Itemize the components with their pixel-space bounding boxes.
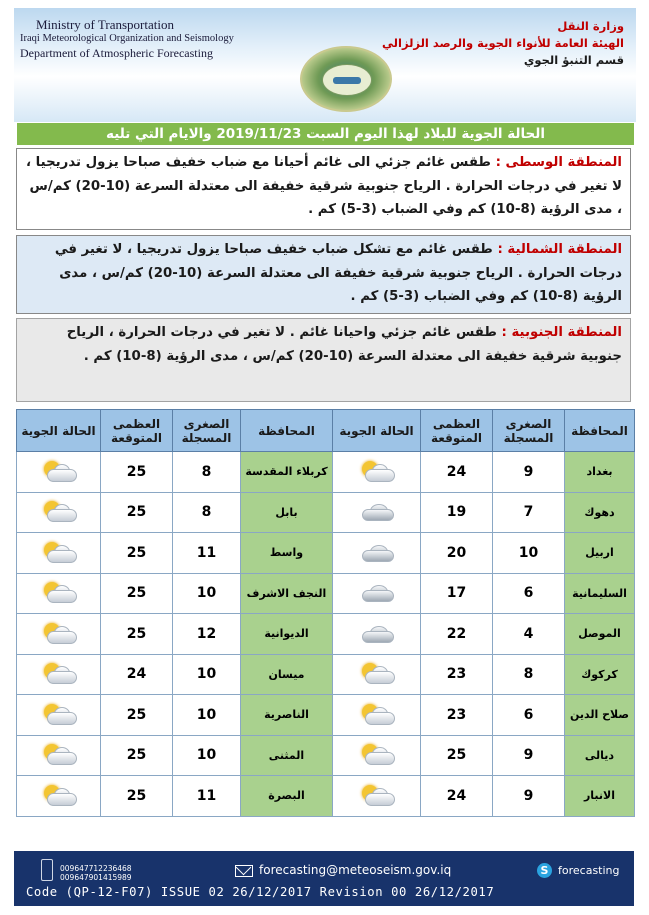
province-cell: اربيل <box>565 533 635 574</box>
max-temp-cell: 24 <box>421 452 493 493</box>
province-cell: دهوك <box>565 492 635 533</box>
min-temp-cell: 10 <box>173 573 241 614</box>
max-temp-cell: 24 <box>101 654 173 695</box>
header-org-ar: الهيئة العامة للأنواء الجوية والرصد الزلزالي <box>382 36 624 50</box>
max-temp-cell: 25 <box>101 695 173 736</box>
table-row <box>17 533 635 574</box>
min-temp-cell: 9 <box>493 776 565 817</box>
condition-cell <box>17 735 101 776</box>
min-temp-cell: 6 <box>493 573 565 614</box>
min-temp-cell: 9 <box>493 452 565 493</box>
condition-cell <box>333 573 421 614</box>
phone-number: 009647901415989 <box>60 873 132 882</box>
region-south <box>16 318 631 402</box>
min-temp-cell: 10 <box>493 533 565 574</box>
partly-cloudy-icon <box>41 541 77 565</box>
province-cell: المثنى <box>241 735 333 776</box>
partly-cloudy-icon <box>41 784 77 808</box>
max-temp-cell: 23 <box>421 695 493 736</box>
region-north <box>16 235 631 314</box>
min-temp-cell: 12 <box>173 614 241 655</box>
table-row <box>17 573 635 614</box>
phone-numbers <box>60 864 132 882</box>
header-english <box>20 18 234 60</box>
province-cell: واسط <box>241 533 333 574</box>
table-row <box>17 735 635 776</box>
condition-cell <box>17 492 101 533</box>
max-temp-cell: 25 <box>101 614 173 655</box>
condition-cell <box>17 776 101 817</box>
region-name: المنطقة الشمالية : <box>497 242 622 257</box>
condition-cell <box>333 654 421 695</box>
min-temp-cell: 11 <box>173 533 241 574</box>
partly-cloudy-icon <box>359 703 395 727</box>
partly-cloudy-icon <box>41 460 77 484</box>
max-temp-cell: 23 <box>421 654 493 695</box>
region-text: طقس غائم جزئي واحيانا غائم . لا تغير في درجات الحرارة ، الرياح جنوبية شرقية خفيفة الى معتدلة السرعة (10-20) كم/س ، مدى الرؤية (8-10) كم . <box>66 325 622 364</box>
header-arabic <box>382 18 624 69</box>
cloudy-icon <box>359 541 395 565</box>
phone-icon <box>41 859 53 881</box>
region-text: طقس غائم مع تشكل ضباب خفيف صباحا يزول تدريجيا ، لا تغير في درجات الحرارة . الرياح جنوبية شرقية خفيفة الى معتدلة السرعة (10-20) كم/س ، مدى الرؤية (8-10) كم وفي الضباب (3-5) كم . <box>54 242 622 304</box>
partly-cloudy-icon <box>41 662 77 686</box>
condition-cell <box>333 614 421 655</box>
header-condition: الحالة الجوية <box>17 410 101 452</box>
cloudy-icon <box>359 500 395 524</box>
partly-cloudy-icon <box>41 622 77 646</box>
partly-cloudy-icon <box>41 581 77 605</box>
province-cell: كربلاء المقدسة <box>241 452 333 493</box>
header-ministry-en: Ministry of Transportation <box>36 17 174 32</box>
max-temp-cell: 25 <box>101 492 173 533</box>
condition-cell <box>17 695 101 736</box>
table-row <box>17 695 635 736</box>
cloudy-icon <box>359 581 395 605</box>
condition-cell <box>333 735 421 776</box>
table-header-row <box>17 410 635 452</box>
partly-cloudy-icon <box>359 662 395 686</box>
partly-cloudy-icon <box>41 703 77 727</box>
max-temp-cell: 25 <box>421 735 493 776</box>
max-temp-cell: 25 <box>101 452 173 493</box>
condition-cell <box>333 533 421 574</box>
condition-cell <box>17 533 101 574</box>
region-name: المنطقة الجنوبية : <box>501 325 622 340</box>
max-temp-cell: 25 <box>101 573 173 614</box>
table-row <box>17 452 635 493</box>
header-province: المحافظة <box>241 410 333 452</box>
province-cell: بابل <box>241 492 333 533</box>
cloudy-icon <box>359 622 395 646</box>
max-temp-cell: 25 <box>101 735 173 776</box>
min-temp-cell: 11 <box>173 776 241 817</box>
table-row <box>17 776 635 817</box>
partly-cloudy-icon <box>41 500 77 524</box>
province-cell: الانبار <box>565 776 635 817</box>
mail-icon <box>235 865 253 877</box>
province-cell: بغداد <box>565 452 635 493</box>
max-temp-cell: 17 <box>421 573 493 614</box>
max-temp-cell: 22 <box>421 614 493 655</box>
condition-cell <box>17 452 101 493</box>
header-dept-en: Department of Atmospheric Forecasting <box>20 46 213 60</box>
table-row <box>17 654 635 695</box>
province-cell: الموصل <box>565 614 635 655</box>
region-name: المنطقة الوسطى : <box>495 155 622 170</box>
min-temp-cell: 8 <box>493 654 565 695</box>
min-temp-cell: 9 <box>493 735 565 776</box>
min-temp-cell: 8 <box>173 492 241 533</box>
header-max: العظمى المتوقعة <box>421 410 493 452</box>
logo-emblem-icon <box>322 64 372 96</box>
header-ministry-ar: وزارة النقل <box>557 19 624 33</box>
email-link[interactable]: forecasting@meteoseism.gov.iq <box>259 863 452 877</box>
phone-number: 009647712236468 <box>60 864 132 873</box>
partly-cloudy-icon <box>359 460 395 484</box>
page-title: الحالة الجوية للبلاد لهذا اليوم السبت 2019/11/23 والايام التي تليه <box>17 123 634 145</box>
skype-icon: S <box>537 863 552 878</box>
condition-cell <box>17 573 101 614</box>
page-footer <box>14 851 634 906</box>
condition-cell <box>333 776 421 817</box>
max-temp-cell: 24 <box>421 776 493 817</box>
partly-cloudy-icon <box>359 743 395 767</box>
condition-cell <box>333 492 421 533</box>
max-temp-cell: 25 <box>101 776 173 817</box>
province-cell: النجف الاشرف <box>241 573 333 614</box>
province-cell: ديالى <box>565 735 635 776</box>
min-temp-cell: 7 <box>493 492 565 533</box>
province-cell: السليمانية <box>565 573 635 614</box>
condition-cell <box>333 695 421 736</box>
max-temp-cell: 19 <box>421 492 493 533</box>
province-cell: البصرة <box>241 776 333 817</box>
document-code: Code (QP-12-F07) ISSUE 02 26/12/2017 Revision 00 26/12/2017 <box>26 885 495 899</box>
header-min: الصغرى المسجلة <box>173 410 241 452</box>
header-min: الصغرى المسجلة <box>493 410 565 452</box>
table-row <box>17 614 635 655</box>
forecast-table <box>16 409 635 817</box>
min-temp-cell: 8 <box>173 452 241 493</box>
min-temp-cell: 10 <box>173 735 241 776</box>
condition-cell <box>17 614 101 655</box>
header-condition: الحالة الجوية <box>333 410 421 452</box>
header-dept-ar: قسم التنبؤ الجوي <box>523 53 624 67</box>
region-text: طقس غائم جزئي الى غائم أحيانا مع ضباب خفيف صباحا يزول تدريجيا ، لا تغير في درجات الحرارة . الرياح جنوبية شرقية خفيفة الى معتدلة السرعة (10-20) كم/س ، مدى الرؤية (8-10) كم وفي الضباب (3-5) كم . <box>25 155 622 217</box>
region-central <box>16 148 631 230</box>
province-cell: صلاح الدين <box>565 695 635 736</box>
min-temp-cell: 4 <box>493 614 565 655</box>
min-temp-cell: 10 <box>173 654 241 695</box>
min-temp-cell: 10 <box>173 695 241 736</box>
province-cell: الناصرية <box>241 695 333 736</box>
skype-handle[interactable]: forecasting <box>558 864 620 877</box>
province-cell: الديوانية <box>241 614 333 655</box>
max-temp-cell: 25 <box>101 533 173 574</box>
max-temp-cell: 20 <box>421 533 493 574</box>
partly-cloudy-icon <box>41 743 77 767</box>
min-temp-cell: 6 <box>493 695 565 736</box>
condition-cell <box>17 654 101 695</box>
header-province: المحافظة <box>565 410 635 452</box>
partly-cloudy-icon <box>359 784 395 808</box>
condition-cell <box>333 452 421 493</box>
page-header <box>14 8 636 122</box>
header-org-en: Iraqi Meteorological Organization and Seismology <box>20 33 234 44</box>
organization-logo <box>300 46 392 112</box>
table-row <box>17 492 635 533</box>
header-max: العظمى المتوقعة <box>101 410 173 452</box>
province-cell: ميسان <box>241 654 333 695</box>
province-cell: كركوك <box>565 654 635 695</box>
